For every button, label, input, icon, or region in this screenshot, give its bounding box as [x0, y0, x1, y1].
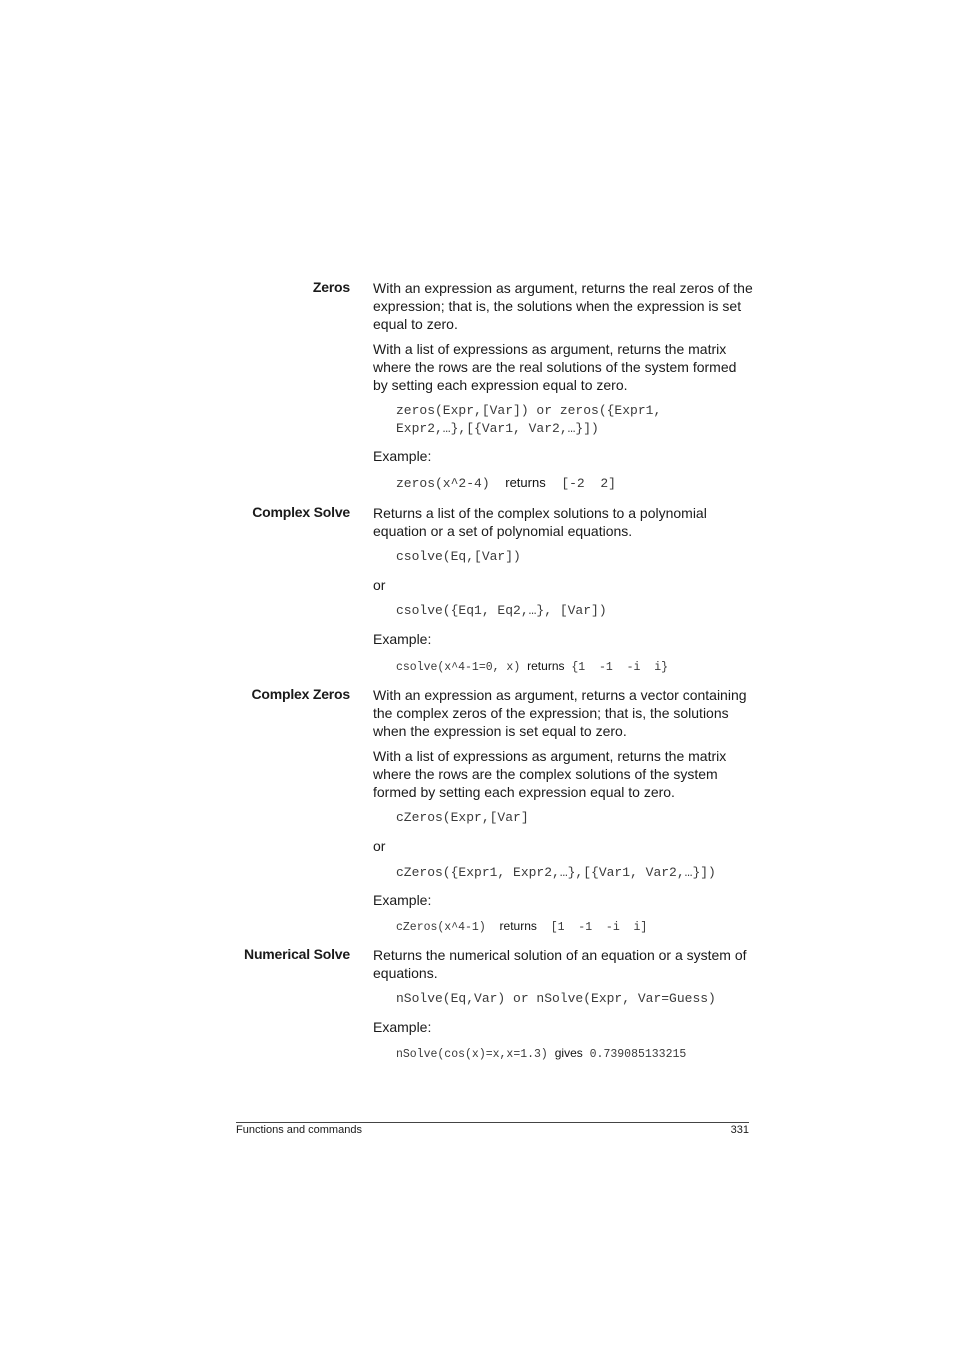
complex-zeros-description: With an expression as argument, returns a vector containing the complex zeros of the expression; that is, the solutions when the expression is set equal to zero.	[373, 687, 747, 739]
numerical-solve-example-label: Example:	[373, 1019, 432, 1035]
numerical-solve-example-result: 0.739085133215	[589, 1048, 687, 1061]
numerical-solve-example	[396, 1044, 686, 1064]
complex-solve-example	[396, 657, 668, 677]
heading-numerical-solve: Numerical Solve	[244, 946, 350, 962]
zeros-syntax-line2: Expr2,…},[{Var1, Var2,…}])	[396, 421, 599, 436]
zeros-example-code: zeros(x^2-4)	[396, 476, 490, 491]
zeros-example-result: [-2 2]	[561, 476, 616, 491]
complex-zeros-or: or	[373, 838, 386, 854]
numerical-solve-syntax: nSolve(Eq,Var) or nSolve(Expr, Var=Guess)	[396, 991, 716, 1006]
complex-solve-description: Returns a list of the complex solutions to a polynomial equation or a set of polynomial equations.	[373, 505, 707, 539]
zeros-example-word: returns	[505, 475, 546, 490]
complex-solve-example-code: csolve(x^4-1=0, x)	[396, 661, 521, 674]
complex-zeros-list-description: With a list of expressions as argument, returns the matrix where the rows are the complex solutions of the system formed by setting each expression equal to zero.	[373, 748, 727, 800]
numerical-solve-description: Returns the numerical solution of an equation or a system of equations.	[373, 947, 747, 981]
complex-solve-or: or	[373, 577, 386, 593]
numerical-solve-example-code: nSolve(cos(x)=x,x=1.3)	[396, 1048, 548, 1061]
complex-zeros-example-word: returns	[499, 919, 537, 933]
zeros-list-description: With a list of expressions as argument, returns the matrix where the rows are the real solutions of the system formed by setting each expression equal to zero.	[373, 341, 737, 393]
complex-zeros-example-label: Example:	[373, 892, 432, 908]
numerical-solve-example-word: gives	[554, 1046, 583, 1060]
complex-solve-example-word: returns	[527, 659, 565, 673]
heading-complex-solve: Complex Solve	[252, 504, 350, 520]
complex-zeros-example	[396, 917, 647, 937]
zeros-example-label: Example:	[373, 448, 432, 464]
complex-solve-example-result: {1 -1 -i i}	[571, 661, 669, 674]
zeros-syntax-line1: zeros(Expr,[Var]) or zeros({Expr1,	[396, 403, 662, 418]
complex-zeros-syntax2: cZeros({Expr1, Expr2,…},[{Var1, Var2,…}])	[396, 865, 716, 880]
footer-rule	[236, 1122, 749, 1123]
complex-solve-syntax1: csolve(Eq,[Var])	[396, 549, 521, 564]
footer-section-title: Functions and commands	[236, 1124, 362, 1136]
complex-solve-syntax2: csolve({Eq1, Eq2,…}, [Var])	[396, 603, 607, 618]
heading-complex-zeros: Complex Zeros	[251, 686, 350, 702]
complex-zeros-syntax1: cZeros(Expr,[Var]	[396, 810, 529, 825]
zeros-example	[396, 474, 616, 493]
complex-zeros-example-code: cZeros(x^4-1)	[396, 921, 486, 934]
page-number: 331	[730, 1124, 749, 1136]
complex-solve-example-label: Example:	[373, 631, 432, 647]
complex-zeros-example-result: [1 -1 -i i]	[550, 921, 648, 934]
heading-zeros: Zeros	[312, 279, 350, 295]
zeros-description: With an expression as argument, returns the real zeros of the expression; that is, the solutions when the expression is set equal to zero.	[373, 280, 753, 332]
